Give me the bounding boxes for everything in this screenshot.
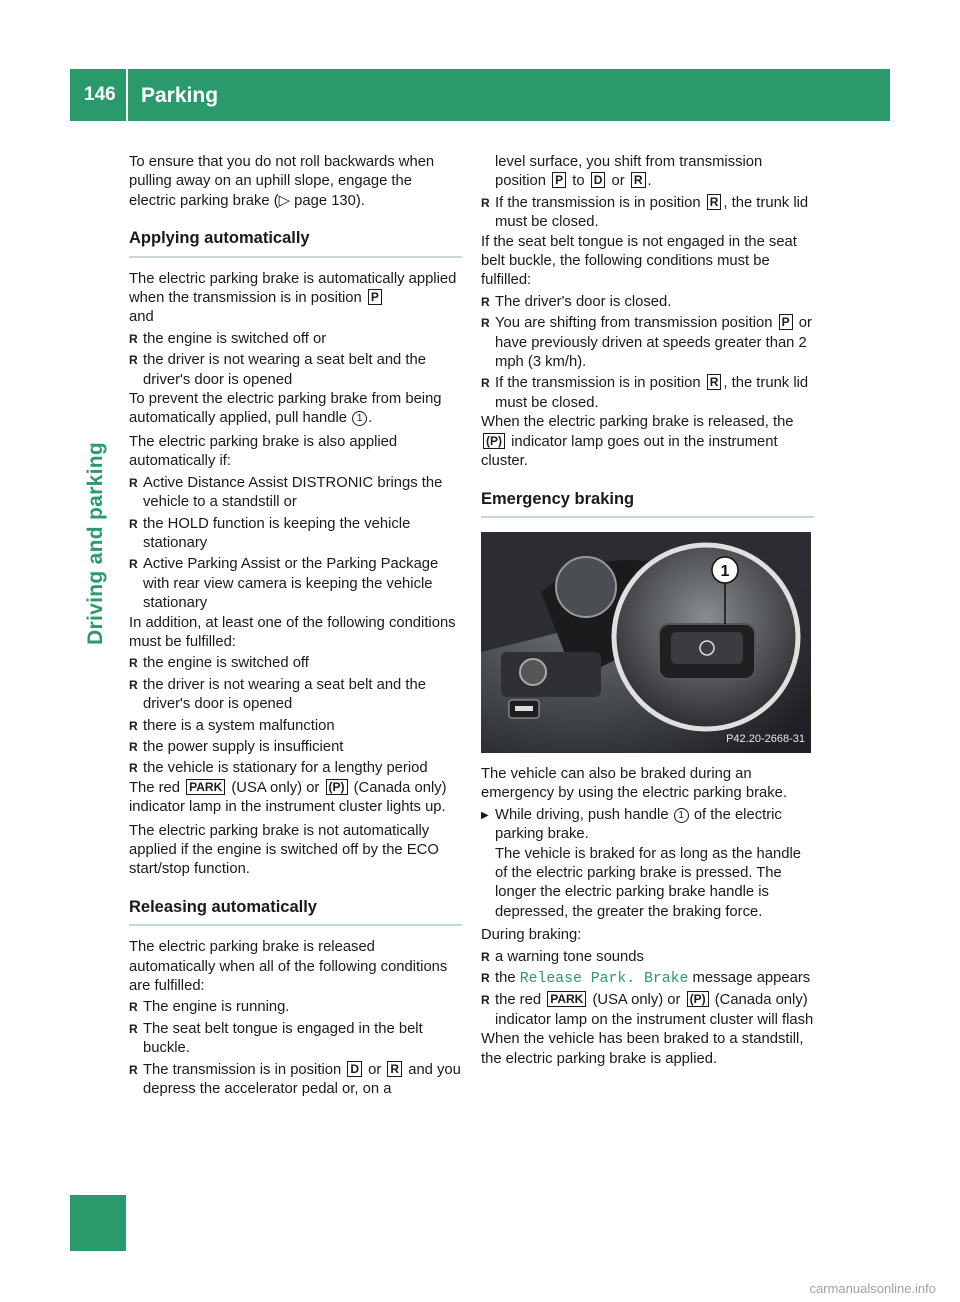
section-marker [70, 1195, 126, 1251]
list-item: R a warning tone sounds [481, 948, 814, 967]
list-item: R You are shifting from transmission position P or have previously driven at speeds greater than 2 mph (3 km/h). [481, 314, 814, 372]
parking-brake-photo [481, 532, 811, 753]
list-item: R the vehicle is stationary for a lengthy period [129, 759, 462, 778]
park-symbol: PARK [186, 779, 225, 795]
released-paragraph: When the electric parking brake is released, the (P) indicator lamp goes out in the instrument cluster. [481, 414, 794, 470]
list-item: R The seat belt tongue is engaged in the belt buckle. [129, 1020, 462, 1059]
left-column [129, 153, 462, 1099]
addition-paragraph: In addition, at least one of the following conditions must be fulfilled: [129, 614, 456, 650]
also-paragraph: The electric parking brake is also applied automatically if: [129, 433, 398, 470]
list-item: R the power supply is insufficient [129, 738, 462, 757]
display-message: Release Park. Brake [519, 970, 689, 987]
side-strip [70, 121, 126, 1251]
emergency-paragraph: The vehicle can also be braked during an emergency by using the electric parking brake. [481, 765, 787, 802]
seatbelt-paragraph: If the seat belt tongue is not engaged in the seat belt buckle, the following conditions must be fulfilled: [481, 233, 797, 289]
list-item: R the driver is not wearing a seat belt and the driver's door is opened [129, 351, 462, 390]
gear-r-symbol: R [707, 194, 722, 210]
instruction-step: ▶ While driving, push handle 1 of the electric parking brake. The vehicle is braked for as long as the handle of the electric parking brake is pressed. The longer the electric parking brake handle is depressed, the greater the braking force. [481, 806, 814, 922]
footer-watermark: carmanualsonline.info [809, 1281, 936, 1296]
prevent-paragraph: To prevent the electric parking brake from being automatically applied, pull handle 1 . [129, 391, 442, 427]
list-item: R the Release Park. Brake message appears [481, 969, 814, 989]
list-item: R If the transmission is in position R , the trunk lid must be closed. [481, 374, 814, 413]
parking-brake-icon: (P) [326, 779, 348, 795]
right-column [481, 153, 814, 1069]
callout-number: 1 [674, 808, 689, 823]
list-item: R the driver is not wearing a seat belt and the driver's door is opened [129, 676, 462, 715]
applying-paragraph: The electric parking brake is automatically applied when the transmission is in position P and [129, 270, 457, 326]
list-item: R the HOLD function is keeping the vehicle stationary [129, 515, 462, 554]
gear-r-symbol: R [387, 1061, 402, 1077]
parking-brake-icon: (P) [483, 433, 505, 449]
red-lamp-paragraph: The red PARK (USA only) or (P) (Canada only) indicator lamp in the instrument cluster lights up. [129, 779, 447, 816]
list-item: R The engine is running. [129, 998, 462, 1017]
heading-releasing: Releasing automatically [129, 898, 462, 926]
gear-d-symbol: D [591, 172, 606, 188]
list-item: R If the transmission is in position R , the trunk lid must be closed. [481, 194, 814, 233]
list-item: R the engine is switched off [129, 654, 462, 673]
list-item: R the engine is switched off or [129, 330, 462, 349]
gear-r-symbol: R [707, 374, 722, 390]
step-detail: The vehicle is braked for as long as the handle of the electric parking brake is pressed. The longer the electric parking brake handle is depressed, the greater the braking force. [495, 845, 801, 920]
park-symbol: PARK [547, 991, 586, 1007]
during-paragraph: During braking: [481, 927, 582, 944]
parking-brake-icon: (P) [687, 991, 709, 1007]
gear-p-symbol: P [552, 172, 566, 188]
heading-applying: Applying automatically [129, 229, 462, 257]
dashboard-illustration [481, 532, 811, 753]
gear-d-symbol: D [347, 1061, 362, 1077]
page-title: Parking [141, 84, 219, 107]
section-title: Driving and parking [84, 442, 107, 645]
list-item: R Active Distance Assist DISTRONIC brings the vehicle to a standstill or [129, 474, 462, 513]
list-item: R The transmission is in position D or R and you depress the accelerator pedal or, on a [129, 1061, 462, 1100]
photo-callout-number: 1 [720, 562, 730, 580]
list-item: R the red PARK (USA only) or (P) (Canada only) indicator lamp on the instrument cluster will flash [481, 991, 814, 1030]
standstill-paragraph: When the vehicle has been braked to a standstill, the electric parking brake is applied. [481, 1031, 804, 1067]
not-auto-paragraph: The electric parking brake is not automatically applied if the engine is switched off by the ECO start/stop function. [129, 822, 439, 878]
gear-p-symbol: P [368, 289, 382, 305]
callout-number: 1 [352, 411, 367, 426]
releasing-paragraph: The electric parking brake is released automatically when all of the following conditions are fulfilled: [129, 939, 448, 995]
image-reference: P42.20-2668-31 [726, 732, 805, 745]
list-item: R The driver's door is closed. [481, 293, 814, 312]
gear-r-symbol: R [631, 172, 646, 188]
gear-p-symbol: P [779, 314, 793, 330]
heading-emergency: Emergency braking [481, 490, 814, 518]
intro-paragraph: To ensure that you do not roll backwards when pulling away on an uphill slope, engage the electric parking brake (▷ page 130). [129, 154, 435, 209]
list-item: R there is a system malfunction [129, 717, 462, 736]
list-item: R Active Parking Assist or the Parking Package with rear view camera is keeping the vehicle stationary [129, 555, 462, 613]
continued-paragraph: level surface, you shift from transmission position P to D or R . [495, 154, 763, 190]
page-number: 146 [84, 84, 116, 105]
header-divider [126, 69, 128, 121]
